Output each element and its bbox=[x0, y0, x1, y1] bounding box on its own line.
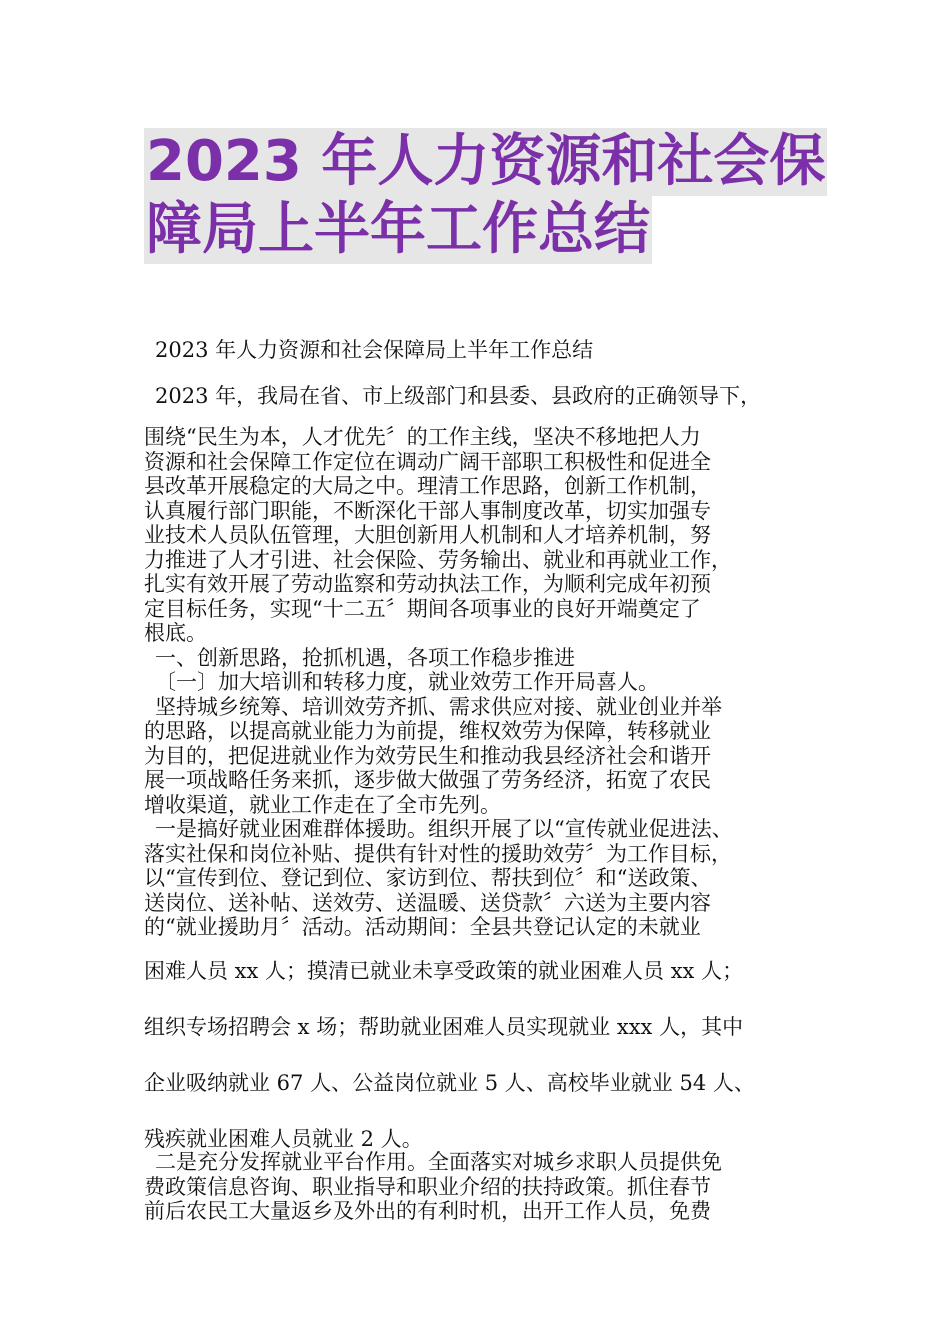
document-title bbox=[144, 128, 824, 264]
text-line: 资源和社会保障工作定位在调动广阔干部职工积极性和促进全 bbox=[144, 449, 711, 474]
second-item-paragraph bbox=[144, 1150, 824, 1224]
text-line: 的思路，以提高就业能力为前提，维权效劳为保障，转移就业 bbox=[144, 719, 711, 743]
text-line: 坚持城乡统筹、培训效劳齐抓、需求供应对接、就业创业并举 bbox=[155, 694, 722, 719]
intro-first-line: 2023 年，我局在省、市上级部门和县委、县政府的正确领导下， bbox=[155, 384, 762, 408]
text-line: 一是搞好就业困难群体援助。组织开展了以“宣传就业促进法、 bbox=[155, 817, 733, 841]
text-line: 的“就业援助月〞活动。活动期间：全县共登记认定的未就业 bbox=[144, 915, 701, 939]
text-line: 力推进了人才引进、社会保险、劳务输出、就业和再就业工作， bbox=[144, 547, 732, 572]
text-line: 费政策信息咨询、职业指导和职业介绍的扶持政策。抓住春节 bbox=[144, 1174, 711, 1199]
intro-paragraph-body bbox=[144, 425, 824, 940]
title-line-1: 2023 年人力资源和社会保 bbox=[146, 129, 826, 194]
text-line: 业技术人员队伍管理，大胆创新用人机制和人才培养机制，努 bbox=[144, 523, 711, 547]
text-line: 根底。 bbox=[144, 621, 207, 645]
text-line: 送岗位、送补帖、送效劳、送温暖、送贷款〞六送为主要内容 bbox=[144, 890, 711, 915]
text-line: 为目的，把促进就业作为效劳民生和推动我县经济社会和谐开 bbox=[144, 743, 711, 768]
text-line: 落实社保和岗位补贴、提供有针对性的援助效劳〞为工作目标， bbox=[144, 841, 732, 866]
text-line: 定目标任务，实现“十二五〞期间各项事业的良好开端奠定了 bbox=[144, 596, 701, 621]
text-line: 企业吸纳就业 67 人、公益岗位就业 5 人、高校毕业就业 54 人、 bbox=[144, 1071, 755, 1095]
text-line: 围绕“民生为本，人才优先〞的工作主线，坚决不移地把人力 bbox=[144, 425, 701, 449]
text-line: 组织专场招聘会 x 场；帮助就业困难人员实现就业 xxx 人，其中 bbox=[144, 1015, 744, 1039]
document-subtitle: 2023 年人力资源和社会保障局上半年工作总结 bbox=[155, 338, 594, 362]
text-line: 二是充分发挥就业平台作用。全面落实对城乡求职人员提供免 bbox=[155, 1150, 722, 1174]
text-line: 增收渠道，就业工作走在了全市先列。 bbox=[144, 792, 501, 817]
stats-paragraph bbox=[144, 943, 824, 1167]
text-line: 扎实有效开展了劳动监察和劳动执法工作，为顺利完成年初预 bbox=[144, 572, 711, 596]
text-line: 以“宣传到位、登记到位、家访到位、帮扶到位〞和“送政策、 bbox=[144, 866, 712, 890]
intro-paragraph bbox=[144, 384, 824, 409]
title-line-2: 障局上半年工作总结 bbox=[146, 197, 650, 262]
text-line: 前后农民工大量返乡及外出的有利时机，出开工作人员，免费 bbox=[144, 1199, 711, 1223]
subsection-heading: 〔一〕加大培训和转移力度，就业效劳工作开局喜人。 bbox=[155, 670, 659, 694]
text-line: 残疾就业困难人员就业 2 人。 bbox=[144, 1127, 423, 1151]
text-line: 困难人员 xx 人；摸清已就业未享受政策的就业困难人员 xx 人； bbox=[144, 959, 744, 983]
text-line: 展一项战略任务来抓，逐步做大做强了劳务经济，拓宽了农民 bbox=[144, 768, 711, 792]
text-line: 县改革开展稳定的大局之中。理清工作思路，创新工作机制， bbox=[144, 474, 711, 498]
text-line: 认真履行部门职能，不断深化干部人事制度改革，切实加强专 bbox=[144, 498, 711, 523]
section-heading: 一、创新思路，抢抓机遇，各项工作稳步推进 bbox=[155, 645, 575, 670]
